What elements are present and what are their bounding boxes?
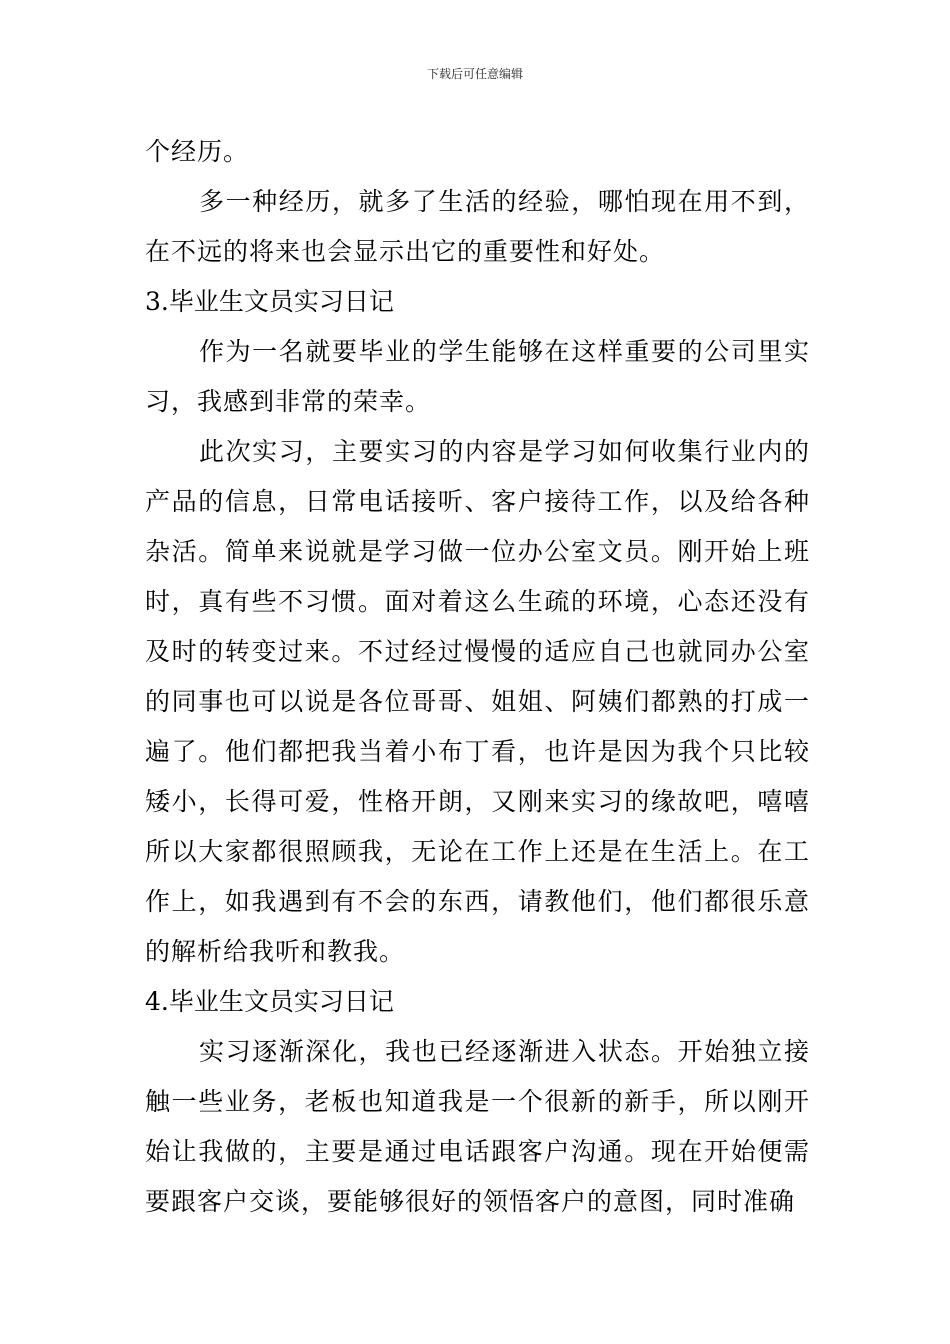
page-header-note: 下载后可任意编辑 [426,67,523,81]
paragraph: 作为一名就要毕业的学生能够在这样重要的公司里实习，我感到非常的荣幸。 [145,337,810,416]
paragraph-continuation: 个经历。 [145,137,250,166]
paragraph: 多一种经历，就多了生活的经验，哪怕现在用不到，在不远的将来也会显示出它的重要性和好处。 [145,187,810,266]
paragraph: 实习逐渐深化，我也已经逐渐进入状态。开始独立接触一些业务，老板也知道我是一个很新的新手，所以刚开始让我做的，主要是通过电话跟客户沟通。现在开始便需要跟客户交谈，要能够很好的领悟客户的意图，同时准确 [145,1037,810,1216]
section-heading: 3.毕业生文员实习日记 [145,287,394,316]
section-heading: 4.毕业生文员实习日记 [145,987,394,1016]
document-body [145,127,810,1227]
paragraph: 此次实习，主要实习的内容是学习如何收集行业内的产品的信息，日常电话接听、客户接待工作，以及给各种杂活。简单来说就是学习做一位办公室文员。刚开始上班时，真有些不习惯。面对着这么生疏的环境，心态还没有及时的转变过来。不过经过慢慢的适应自己也就同办公室的同事也可以说是各位哥哥、姐姐、阿姨们都熟的打成一遍了。他们都把我当着小布丁看，也许是因为我个只比较矮小，长得可爱，性格开朗，又刚来实习的缘故吧，嘻嘻所以大家都很照顾我，无论在工作上还是在生活上。在工作上，如我遇到有不会的东西，请教他们，他们都很乐意的解析给我听和教我。 [145,437,810,966]
